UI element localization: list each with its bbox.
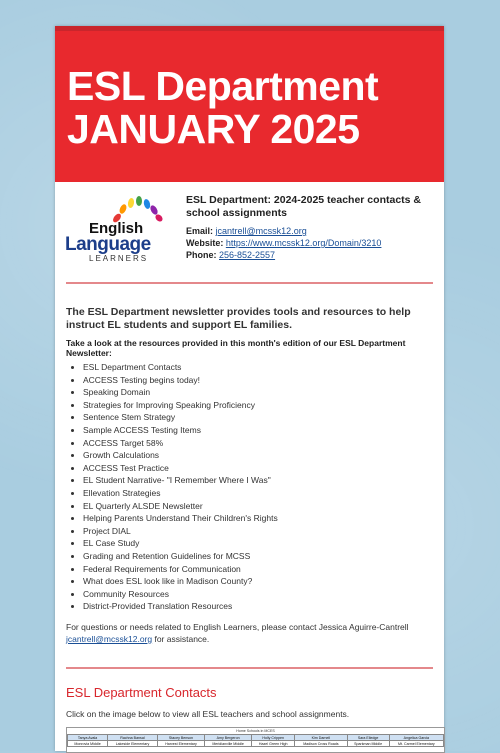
email-link[interactable]: jcantrell@mcssk12.org [215,226,307,236]
newsletter-card [55,26,444,751]
list-item: • ACCESS Target 58% [83,437,444,450]
list-item: • EL Quarterly ALSDE Newsletter [83,500,444,513]
email-label: Email: [186,226,214,236]
section-subtitle: Click on the image below to view all ESL teachers and school assignments. [66,708,350,719]
table-header-cell: Holly Crippen [252,735,295,741]
table-header-cell: Sara Elledge [347,735,389,741]
table-cell: Monrovia Middle [68,741,108,747]
questions-suffix: for assistance. [152,633,210,644]
table-cell: Hazel Green High [252,741,295,747]
list-item: • ESL Department Contacts [83,361,444,374]
list-item: • Sample ACCESS Testing Items [83,424,444,437]
table-cell: Meridianville Middle [205,741,252,747]
table-cell: Lakeside Elementary [108,741,158,747]
resources-lead: Take a look at the resources provided in this month's edition of our ESL Department Newsletter: [66,338,406,358]
phone-link[interactable]: 256-852-2557 [219,250,276,260]
hero-banner [55,31,444,182]
logo-word-english: English [89,220,144,237]
list-item: • Sentence Stem Strategy [83,411,444,424]
intro-text: The ESL Department newsletter provides tools and resources to help instruct EL students and support EL families. [66,306,411,331]
website-row [186,237,438,249]
list-item: • Community Resources [83,588,444,601]
list-item: • Helping Parents Understand Their Children's Rights [83,512,444,525]
list-item: • Project DIAL [83,525,444,538]
questions-email-link[interactable]: jcantrell@mcssk12.org [66,633,153,644]
logo-word-learners: LEARNERS [89,254,149,263]
contact-heading: ESL Department: 2024-2025 teacher contacts & school assignments [186,194,421,219]
email-row [186,225,438,237]
questions-text: For questions or needs related to English Learners, please contact Jessica Aguirre-Cantrell [66,621,409,632]
english-language-learners-logo [65,196,173,262]
hero-title-line1: ESL Department [67,63,379,109]
table-header-cell: Tanya Avala [68,735,108,741]
table-header-cell: Amy Bergeron [205,735,252,741]
resources-list [55,361,444,613]
contacts-table [67,734,444,747]
list-item: • District-Provided Translation Resources [83,600,444,613]
divider [66,282,433,284]
list-item: • Grading and Retention Guidelines for MCSS [83,550,444,563]
website-link[interactable]: https://www.mcssk12.org/Domain/3210 [225,238,382,248]
table-header-cell: Angelica Garcia [389,735,443,741]
list-item: • Growth Calculations [83,449,444,462]
table-cell: Madison Cross Roads [295,741,347,747]
table-title: Home Schools in MCES [236,729,275,733]
table-row [68,741,444,747]
phone-row [186,249,438,261]
list-item: • Speaking Domain [83,386,444,399]
questions-paragraph [55,613,444,645]
phone-label: Phone: [186,250,217,260]
list-item: • Ellevation Strategies [83,487,444,500]
table-header-cell: Kim Darnell [295,735,347,741]
list-item: • Federal Requirements for Communication [83,563,444,576]
table-header-cell: Rachna Bansal [108,735,158,741]
table-cell: Sparkman Middle [347,741,389,747]
table-cell: Mt. Carmel Elementary [389,741,443,747]
list-item: • EL Student Narrative- "I Remember Where I Was" [83,474,444,487]
contacts-table-image[interactable] [66,727,445,753]
list-item: • ACCESS Test Practice [83,462,444,475]
website-label: Website: [186,238,224,248]
contact-info [186,194,438,261]
list-item: • Strategies for Improving Speaking Proficiency [83,399,444,412]
table-cell: Harvest Elementary [157,741,204,747]
table-header-cell: Stacey Benson [157,735,204,741]
logo-word-language: Language [65,234,151,255]
divider [66,667,433,669]
hero-title-line2: JANUARY 2025 [67,106,360,152]
section-title: ESL Department Contacts [66,684,217,700]
contact-block [55,182,444,282]
list-item: • What does ESL look like in Madison County? [83,575,444,588]
list-item: • EL Case Study [83,537,444,550]
list-item: • ACCESS Testing begins today! [83,374,444,387]
